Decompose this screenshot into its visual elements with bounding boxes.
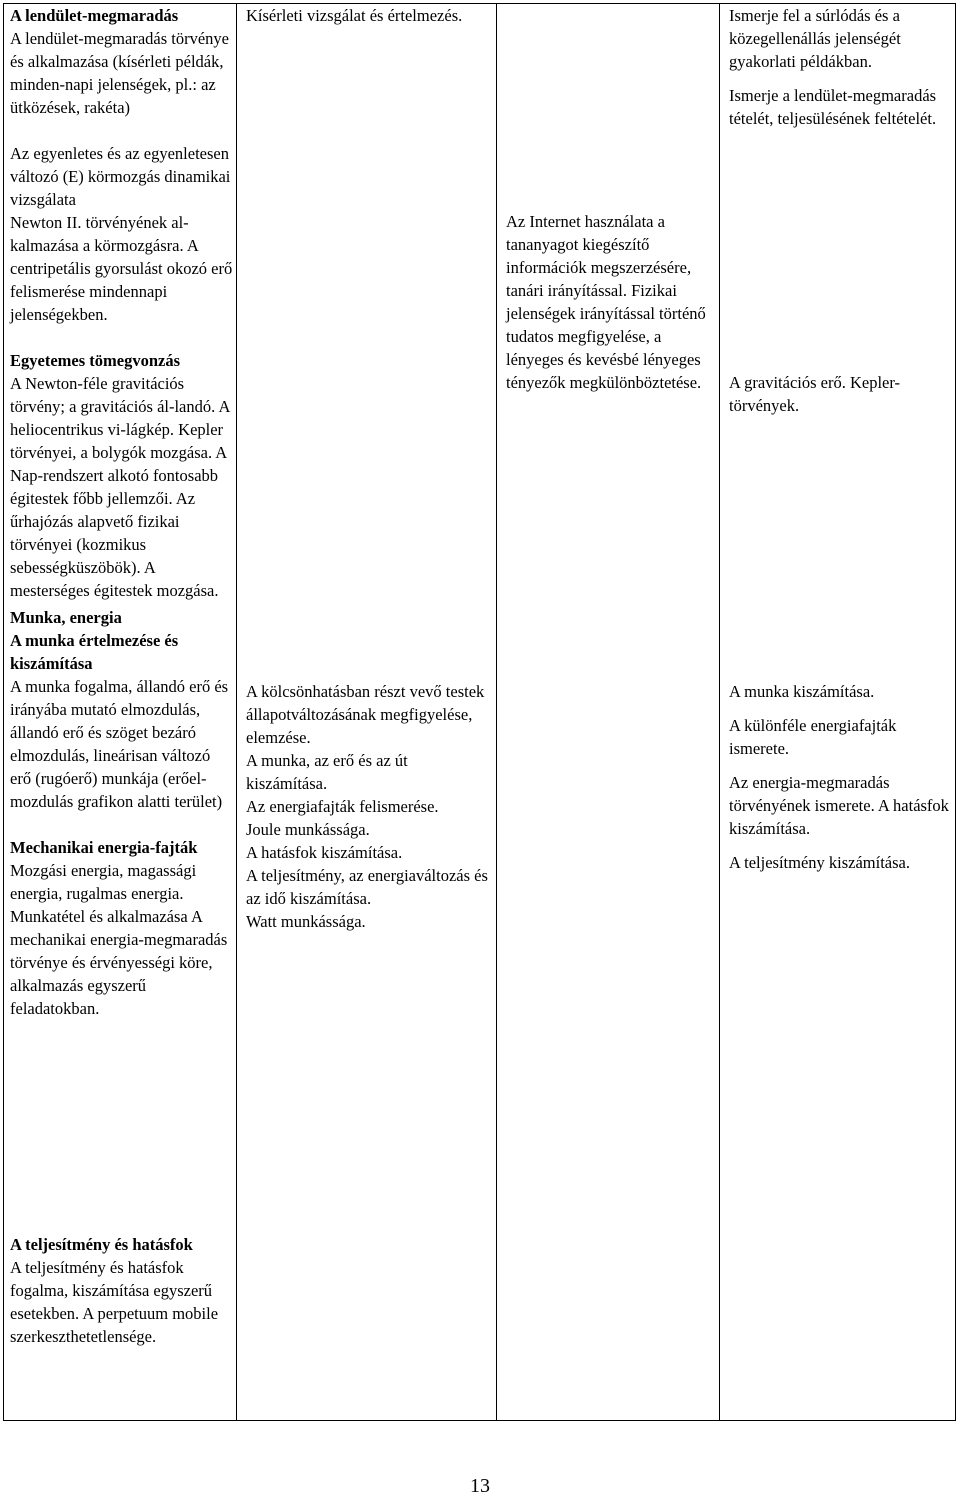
outcome-text: A különféle energiafajták ismerete. (729, 716, 897, 758)
section-heading: A teljesítmény és hatásfok (10, 1235, 193, 1254)
section-text: A munka fogalma, állandó erő és irányába mutató elmozdulás, állandó erő és szöget bezáró elmozdulás, lineárisan változó erő (rugóerő) munkája (erőel-mozdulás grafikon alatti terület) (10, 677, 229, 811)
column-divider (496, 3, 497, 1421)
activity-text: A teljesítmény, az energiaváltozás és az idő kiszámítása. (246, 866, 488, 908)
section-heading: Munka, energia (10, 608, 122, 627)
column-divider (719, 3, 720, 1421)
section-heading: Egyetemes tömegvonzás (10, 351, 180, 370)
activity-text: A hatásfok kiszámítása. (246, 843, 403, 862)
activities-column (246, 680, 492, 933)
outcomes-bottom (729, 680, 955, 874)
outcome-text: Ismerje a lendület-megmaradás tételét, teljesülésének feltételét. (729, 86, 937, 128)
outcome-text: A gravitációs erő. Kepler-törvények. (729, 373, 901, 415)
outcome-text: Az energia-megmaradás törvényének ismerete. A hatásfok kiszámítása. (729, 773, 949, 838)
page-number: 13 (470, 1475, 490, 1497)
activities-top (246, 4, 492, 27)
topics-column (10, 4, 234, 1020)
activity-text: A munka, az erő és az út kiszámítása. (246, 751, 408, 793)
section-text: Mozgási energia, magassági energia, rugalmas energia. Munkatétel és alkalmazása A mechanikai energia-megmaradás törvénye és érvényességi köre, alkalmazás egyszerű feladatokban. (10, 861, 228, 1018)
outcome-text: A teljesítmény kiszámítása. (729, 853, 911, 872)
section-text: A lendület-megmaradás törvénye és alkalmazása (kísérleti példák, minden-napi jelenségek, pl.: az ütközések, rakéta) (10, 29, 230, 117)
section-heading: Mechanikai energia-fajták (10, 838, 198, 857)
activity-text: Kísérleti vizsgálat és értelmezés. (246, 6, 463, 25)
activity-text: A kölcsönhatásban részt vevő testek állapotváltozásának megfigyelése, elemzése. (246, 682, 485, 747)
activity-text: Az energiafajták felismerése. (246, 797, 439, 816)
methods-column (506, 210, 714, 394)
topics-column-bottom (10, 1233, 234, 1348)
section-text: A teljesítmény és hatásfok fogalma, kiszámítása egyszerű esetekben. A perpetuum mobile szerkeszthetetlensége. (10, 1258, 219, 1346)
activity-text: Watt munkássága. (246, 912, 366, 931)
section-subheading: A munka értelmezése és kiszámítása (10, 631, 179, 673)
outcome-text: A munka kiszámítása. (729, 682, 875, 701)
outcomes-middle (729, 371, 955, 417)
section-text: A Newton-féle gravitációs törvény; a gravitációs ál-landó. A heliocentrikus vi-lágkép. Kepler törvényei, a bolygók mozgása. A Nap-rendszert alkotó fontosabb égitestek főbb jellemzői. Az űrhajózás alapvető fizikai törvényei (kozmikus sebességküszöbök). A mesterséges égitestek mozgása. (10, 374, 230, 600)
method-text: Az Internet használata a tananyagot kiegészítő információk megszerzésére, tanári irányítással. Fizikai jelenségek irányítással történő tudatos megfigyelése, a lényeges és kevésbé lényeges tényezők megkülönböztetése. (506, 212, 706, 392)
outcomes-top (729, 4, 955, 130)
column-divider (236, 3, 237, 1421)
section-text: Newton II. törvényének al-kalmazása a körmozgásra. A centripetális gyorsulást okozó erő felismerése mindennapi jelenségekben. (10, 213, 233, 324)
outcome-text: Ismerje fel a súrlódás és a közegellenállás jelenségét gyakorlati példákban. (729, 6, 901, 71)
section-heading: A lendület-megmaradás (10, 6, 179, 25)
activity-text: Joule munkássága. (246, 820, 370, 839)
section-heading: Az egyenletes és az egyenletesen változó (E) körmozgás dinamikai vizsgálata (10, 144, 231, 209)
